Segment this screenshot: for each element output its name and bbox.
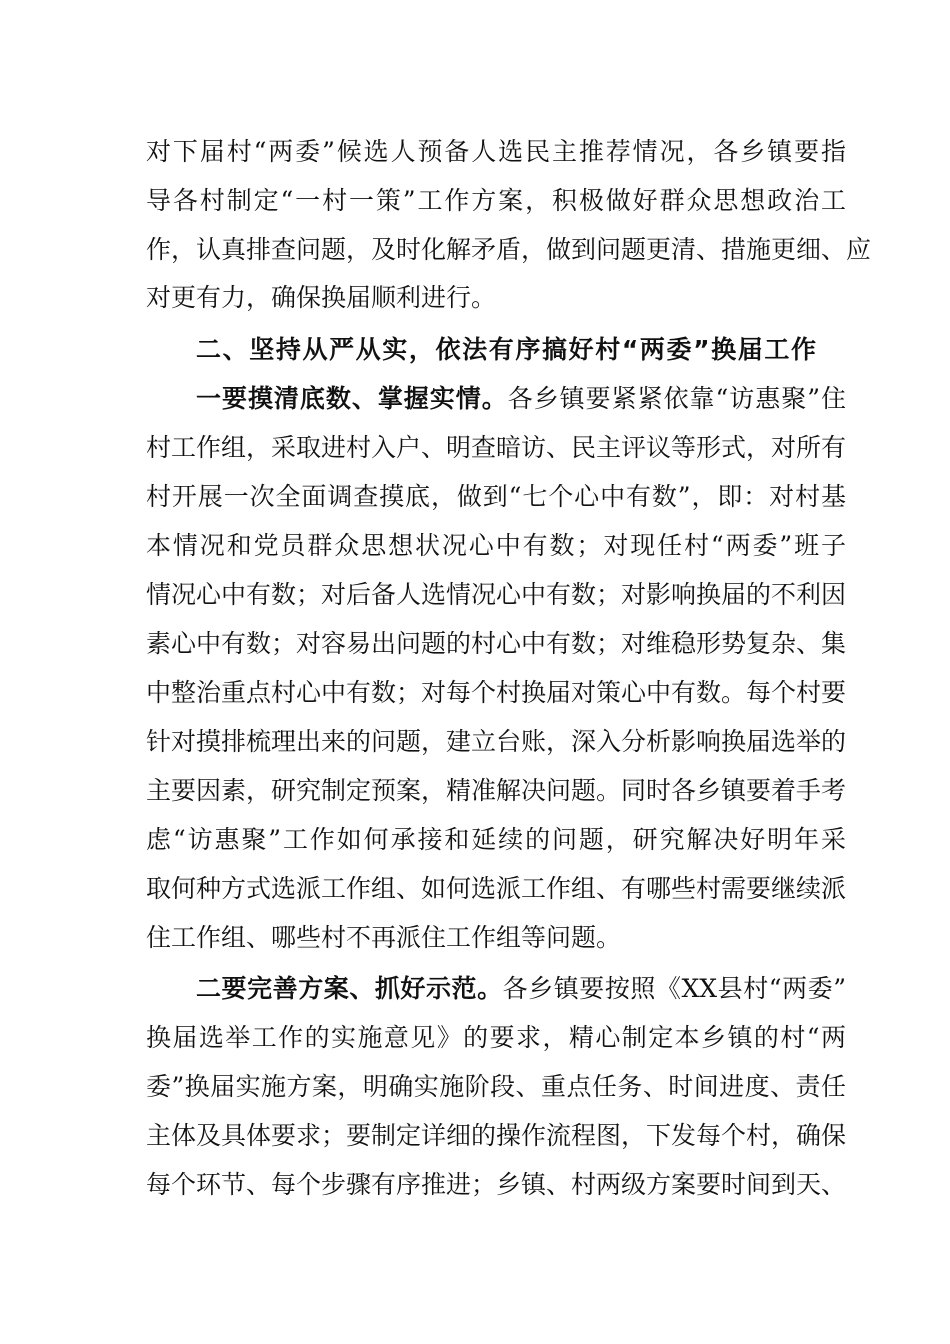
paragraph-line: 主要因素，研究制定预案，精准解决问题。同时各乡镇要着手考: [146, 776, 847, 805]
paragraph-text: 各乡镇要紧紧依靠“访惠聚”住: [507, 384, 846, 413]
paragraph-line: 针对摸排梳理出来的问题，建立台账，深入分析影响换届选举的: [146, 727, 847, 756]
paragraph-line: 村工作组，采取进村入户、明查暗访、民主评议等形式，对所有: [146, 433, 847, 462]
paragraph-lead: 二要完善方案、抓好示范。: [196, 974, 503, 1003]
paragraph-first-line: [196, 382, 846, 416]
paragraph-first-line: [196, 972, 846, 1006]
paragraph-line: 中整治重点村心中有数；对每个村换届对策心中有数。每个村要: [146, 678, 847, 707]
paragraph-line: 虑“访惠聚”工作如何承接和延续的问题，研究解决好明年采: [146, 825, 846, 854]
paragraph-line: 委”换届实施方案，明确实施阶段、重点任务、时间进度、责任: [146, 1072, 846, 1101]
paragraph-line: 对下届村“两委”候选人预备人选民主推荐情况，各乡镇要指: [146, 137, 846, 166]
paragraph-lead: 一要摸清底数、掌握实情。: [196, 384, 508, 413]
paragraph-text: 各乡镇要按照《XX县村“两委”: [502, 974, 846, 1003]
paragraph-line: 换届选举工作的实施意见》的要求，精心制定本乡镇的村“两: [146, 1023, 846, 1052]
paragraph-line: 取何种方式选派工作组、如何选派工作组、有哪些村需要继续派: [146, 874, 847, 903]
paragraph-line: 导各村制定“一村一策”工作方案，积极做好群众思想政治工: [146, 186, 846, 215]
paragraph-line: 住工作组、哪些村不再派住工作组等问题。: [146, 923, 622, 952]
paragraph-line: 素心中有数；对容易出问题的村心中有数；对维稳形势复杂、集: [146, 629, 847, 658]
section-heading: 二、坚持从严从实，依法有序搞好村“两委”换届工作: [196, 335, 816, 364]
paragraph-line: 村开展一次全面调查摸底，做到“七个心中有数”，即：对村基: [146, 482, 846, 511]
paragraph-line: 每个环节、每个步骤有序推进；乡镇、村两级方案要时间到天、: [146, 1170, 847, 1199]
paragraph-line: 对更有力，确保换届顺利进行。: [146, 283, 497, 312]
paragraph-line: 情况心中有数；对后备人选情况心中有数；对影响换届的不利因: [146, 580, 847, 609]
paragraph-line: 本情况和党员群众思想状况心中有数；对现任村“两委”班子: [146, 531, 846, 560]
paragraph-line: 主体及具体要求；要制定详细的操作流程图，下发每个村，确保: [146, 1121, 847, 1150]
paragraph-line: 作，认真排查问题，及时化解矛盾，做到问题更清、措施更细、应: [146, 235, 872, 264]
